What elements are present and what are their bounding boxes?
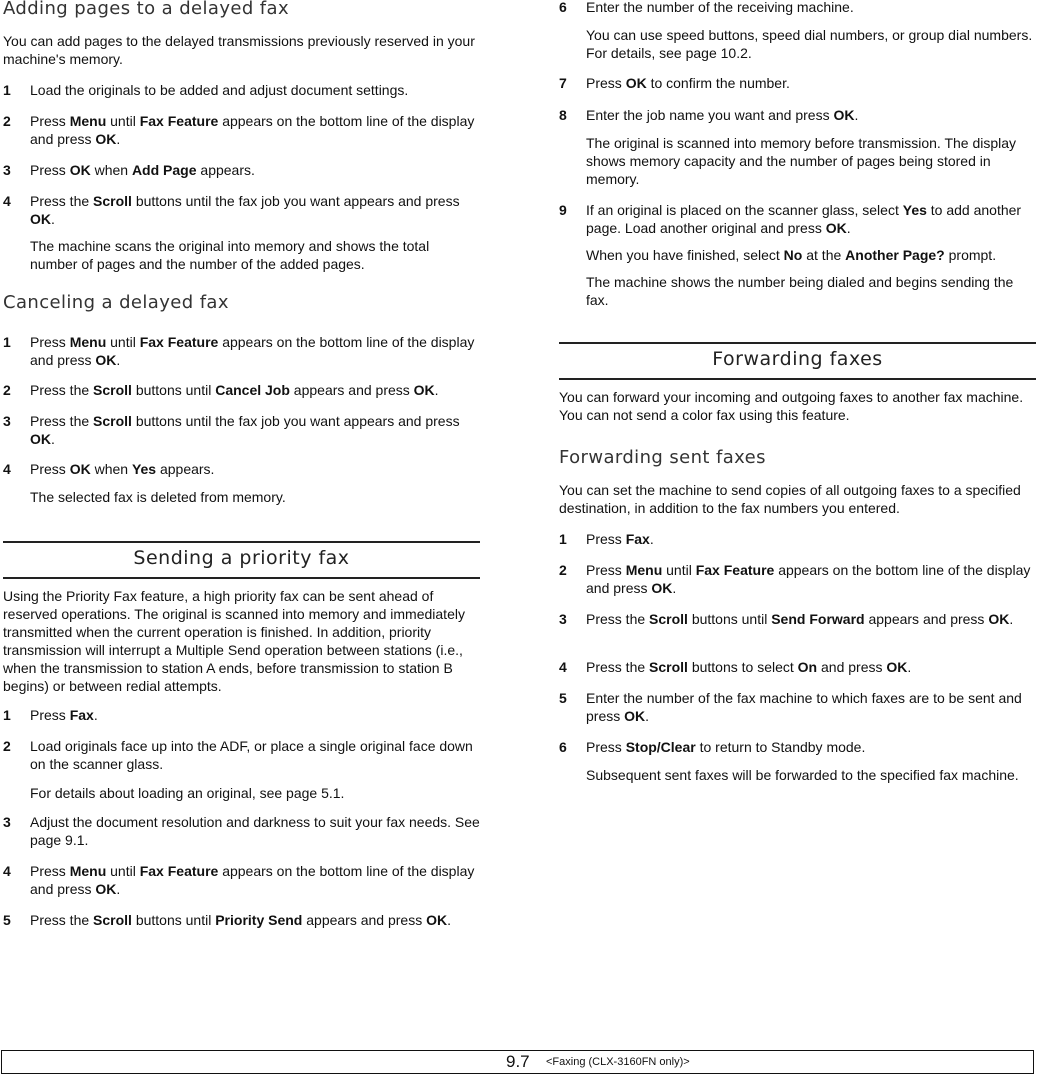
step-number: 1 (3, 707, 11, 723)
step-number: 3 (3, 413, 11, 429)
adding-step-2: Press Menu until Fax Feature appears on the bottom line of the display and press OK. (30, 113, 475, 147)
step-number: 1 (3, 82, 11, 98)
step-number: 1 (559, 531, 567, 547)
step-number: 4 (559, 659, 567, 675)
page-footer (1, 1050, 1034, 1074)
forwarding-faxes-intro: You can forward your incoming and outgoing faxes to another fax machine. You can not send a color fax using this feature. (559, 389, 1024, 423)
canceling-step-2: Press the Scroll buttons until Cancel Job appears and press OK. (30, 382, 439, 398)
priority-step-6-note: You can use speed buttons, speed dial numbers, or group dial numbers. For details, see page 10.2. (586, 27, 1033, 61)
canceling-heading: Canceling a delayed fax (3, 292, 229, 313)
priority-step-9-note-2: The machine shows the number being dialed and begins sending the fax. (586, 274, 1014, 308)
adding-step-4-note: The machine scans the original into memory and shows the total number of pages and the number of the added pages. (30, 238, 430, 272)
step-number: 2 (3, 738, 11, 754)
chapter-tag: <Faxing (CLX-3160FN only)> (546, 1056, 690, 1068)
canceling-step-4-note: The selected fax is deleted from memory. (30, 489, 286, 505)
priority-fax-intro: Using the Priority Fax feature, a high priority fax can be sent ahead of reserved operations. The original is scanned into memory and immediately transmitted when the current operation is finished. In addition, priority transmission will interrupt a Multiple Send operation between stations (i.e., when the transmission to station A ends, before transmission to station B begins) or between redial attempts. (3, 588, 465, 694)
step-number: 4 (3, 863, 11, 879)
step-number: 3 (3, 814, 11, 830)
step-number: 5 (3, 912, 11, 928)
step-number: 7 (559, 75, 567, 91)
adding-step-3: Press OK when Add Page appears. (30, 162, 255, 178)
forward-step-5: Enter the number of the fax machine to which faxes are to be sent and press OK. (586, 690, 1022, 724)
priority-step-6: Enter the number of the receiving machine. (586, 0, 854, 15)
priority-step-7: Press OK to confirm the number. (586, 75, 790, 91)
step-number: 5 (559, 690, 567, 706)
adding-step-4: Press the Scroll buttons until the fax job you want appears and press OK. (30, 193, 460, 227)
adding-step-1: Load the originals to be added and adjust document settings. (30, 82, 409, 98)
step-number: 1 (3, 334, 11, 350)
priority-step-8-note: The original is scanned into memory before transmission. The display shows memory capacity and the number of pages being stored in memory. (586, 135, 1017, 187)
priority-step-8: Enter the job name you want and press OK. (586, 107, 859, 123)
priority-step-4: Press Menu until Fax Feature appears on the bottom line of the display and press OK. (30, 863, 475, 897)
forward-step-3: Press the Scroll buttons until Send Forward appears and press OK. (586, 611, 1014, 627)
priority-step-9: If an original is placed on the scanner glass, select Yes to add another page. Load another original and press OK. (586, 202, 1022, 236)
step-number: 2 (559, 562, 567, 578)
priority-step-3: Adjust the document resolution and darkness to suit your fax needs. See page 9.1. (30, 814, 480, 848)
step-number: 2 (3, 382, 11, 398)
forward-step-1: Press Fax. (586, 531, 654, 547)
priority-step-5: Press the Scroll buttons until Priority Send appears and press OK. (30, 912, 451, 928)
forward-step-6-note: Subsequent sent faxes will be forwarded to the specified fax machine. (586, 767, 1019, 783)
adding-pages-intro: You can add pages to the delayed transmissions previously reserved in your machine's memory. (3, 33, 475, 67)
step-number: 2 (3, 113, 11, 129)
forward-step-4: Press the Scroll buttons to select On and press OK. (586, 659, 912, 675)
step-number: 6 (559, 0, 567, 15)
priority-fax-heading: Sending a priority fax (3, 541, 480, 579)
step-number: 6 (559, 739, 567, 755)
forwarding-sent-intro: You can set the machine to send copies of all outgoing faxes to a specified destination, in addition to the fax numbers you entered. (559, 482, 1021, 516)
canceling-step-3: Press the Scroll buttons until the fax job you want appears and press OK. (30, 413, 460, 447)
step-number: 4 (3, 193, 11, 209)
step-number: 8 (559, 107, 567, 123)
priority-step-2-note: For details about loading an original, see page 5.1. (30, 785, 345, 801)
canceling-step-4: Press OK when Yes appears. (30, 461, 215, 477)
step-number: 9 (559, 202, 567, 218)
step-number: 4 (3, 461, 11, 477)
priority-step-9-note-1: When you have finished, select No at the Another Page? prompt. (586, 247, 997, 263)
adding-pages-heading: Adding pages to a delayed fax (3, 0, 290, 19)
forward-step-6: Press Stop/Clear to return to Standby mode. (586, 739, 866, 755)
step-number: 3 (559, 611, 567, 627)
forward-step-2: Press Menu until Fax Feature appears on the bottom line of the display and press OK. (586, 562, 1031, 596)
forwarding-sent-heading: Forwarding sent faxes (559, 447, 766, 468)
priority-step-1: Press Fax. (30, 707, 98, 723)
page-number: 9.7 (506, 1052, 530, 1071)
forwarding-faxes-heading: Forwarding faxes (559, 342, 1036, 380)
canceling-step-1: Press Menu until Fax Feature appears on the bottom line of the display and press OK. (30, 334, 475, 368)
priority-step-2: Load originals face up into the ADF, or place a single original face down on the scanner glass. (30, 738, 473, 772)
step-number: 3 (3, 162, 11, 178)
